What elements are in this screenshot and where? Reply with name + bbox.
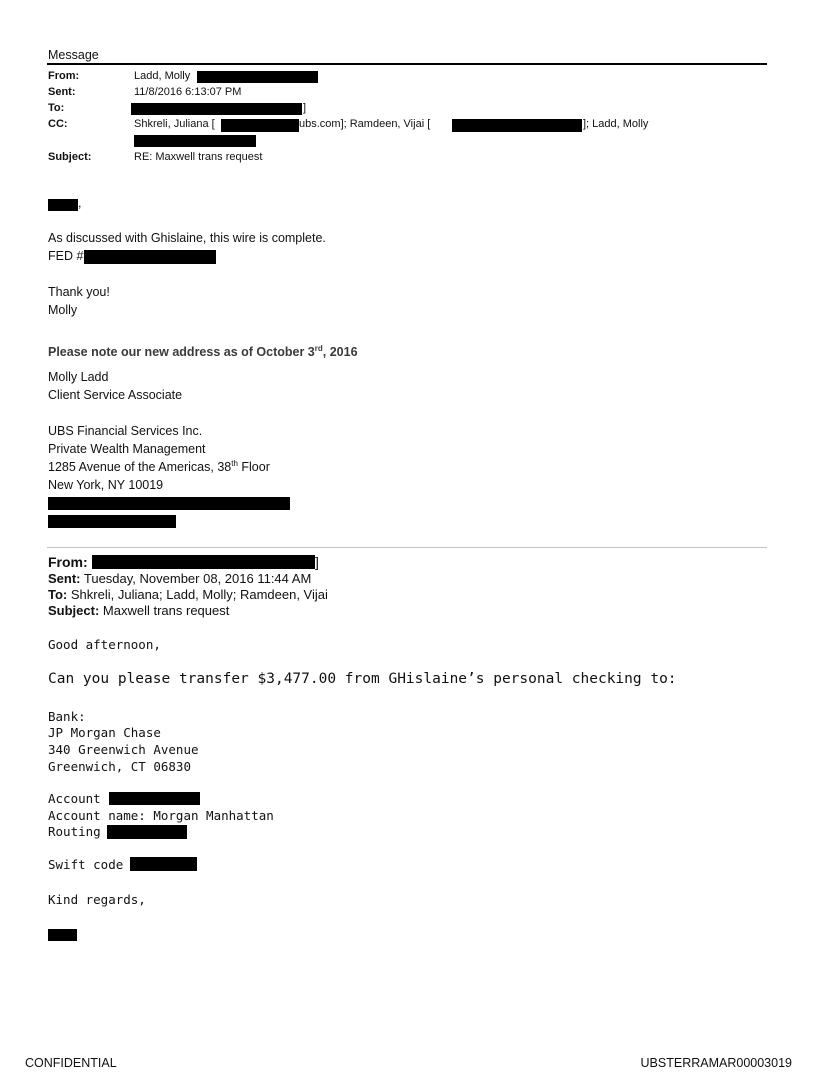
orig-from-bracket: ] (315, 554, 319, 570)
address-notice (48, 345, 358, 359)
sent-label: Sent: (48, 86, 76, 98)
signature-title: Client Service Associate (48, 388, 183, 402)
orig-sent-value: Tuesday, November 08, 2016 11:44 AM (83, 571, 312, 586)
orig-from-label: From: (48, 554, 88, 570)
redaction-routing-number (107, 825, 187, 839)
to-bracket: ] (303, 102, 307, 114)
bank-city: Greenwich, CT 06830 (48, 759, 191, 774)
orig-subject-value: Maxwell trans request (102, 603, 230, 618)
orig-to-label: To: (48, 587, 68, 602)
footer-bates-number: UBSTERRAMAR00003019 (640, 1056, 792, 1070)
cc-part2: ubs.com]; Ramdeen, Vijai [ (299, 118, 431, 130)
redaction-signature-email (48, 515, 176, 528)
redaction-signature-phone (48, 497, 290, 510)
fed-label: FED # (48, 249, 84, 263)
address-notice-end: , 2016 (322, 345, 358, 359)
thread-divider (47, 547, 767, 548)
redaction-cc-email-1 (221, 119, 299, 132)
orig-subject-label: Subject: (48, 603, 100, 618)
from-name: Ladd, Molly (134, 70, 191, 82)
orig-to-line (48, 587, 328, 602)
redaction-cc-email-3 (134, 135, 256, 147)
orig-request: Can you please transfer $3,477.00 from GHislaine’s personal checking to: (48, 671, 677, 687)
footer-confidential: CONFIDENTIAL (25, 1056, 117, 1070)
from-label: From: (48, 70, 80, 82)
orig-to-value: Shkreli, Juliana; Ladd, Molly; Ramdeen, Vijai (70, 587, 328, 602)
sent-value: 11/8/2016 6:13:07 PM (134, 86, 242, 98)
address-main: 1285 Avenue of the Americas, 38 (48, 460, 232, 474)
cc-part3: ]; Ladd, Molly (583, 118, 649, 130)
to-label: To: (48, 102, 65, 114)
orig-subject-line (48, 603, 229, 618)
account-label: Account (48, 791, 101, 806)
account-name: Account name: Morgan Manhattan (48, 808, 274, 823)
cc-label: CC: (48, 118, 68, 130)
swift-label: Swift code (48, 857, 124, 872)
orig-greeting: Good afternoon, (48, 637, 161, 652)
redaction-to-address (131, 103, 302, 115)
redaction-orig-signature (48, 929, 77, 941)
message-title: Message (48, 48, 99, 62)
redaction-cc-email-2 (452, 119, 582, 132)
address-notice-sup: rd (314, 343, 323, 353)
bank-street: 340 Greenwich Avenue (48, 742, 199, 757)
reply-line-1: As discussed with Ghislaine, this wire is complete. (48, 231, 326, 245)
signoff-name: Molly (48, 303, 78, 317)
orig-sent-label: Sent: (48, 571, 81, 586)
subject-value: RE: Maxwell trans request (134, 151, 263, 163)
redaction-swift-code (130, 857, 197, 871)
header-rule (47, 63, 767, 65)
signature-address (48, 460, 270, 474)
routing-label: Routing (48, 824, 101, 839)
redaction-orig-from (92, 555, 315, 569)
signature-company: UBS Financial Services Inc. (48, 424, 203, 438)
redaction-account-number (109, 792, 200, 805)
redaction-fed-number (84, 250, 216, 264)
signature-name: Molly Ladd (48, 370, 109, 384)
redaction-from-email (197, 71, 318, 83)
redaction-greeting-name (48, 199, 78, 211)
bank-name: JP Morgan Chase (48, 725, 161, 740)
greeting-comma: , (78, 196, 82, 210)
closing-line: Kind regards, (48, 892, 146, 907)
signature-division: Private Wealth Management (48, 442, 206, 456)
subject-label: Subject: (48, 151, 92, 163)
address-end: Floor (237, 460, 270, 474)
address-sup: th (231, 458, 238, 468)
signature-city: New York, NY 10019 (48, 478, 164, 492)
bank-label: Bank: (48, 709, 86, 724)
address-notice-main: Please note our new address as of October 3 (48, 345, 315, 359)
cc-part1: Shkreli, Juliana [ (134, 118, 215, 130)
thanks-line: Thank you! (48, 285, 110, 299)
orig-sent-line (48, 571, 311, 586)
